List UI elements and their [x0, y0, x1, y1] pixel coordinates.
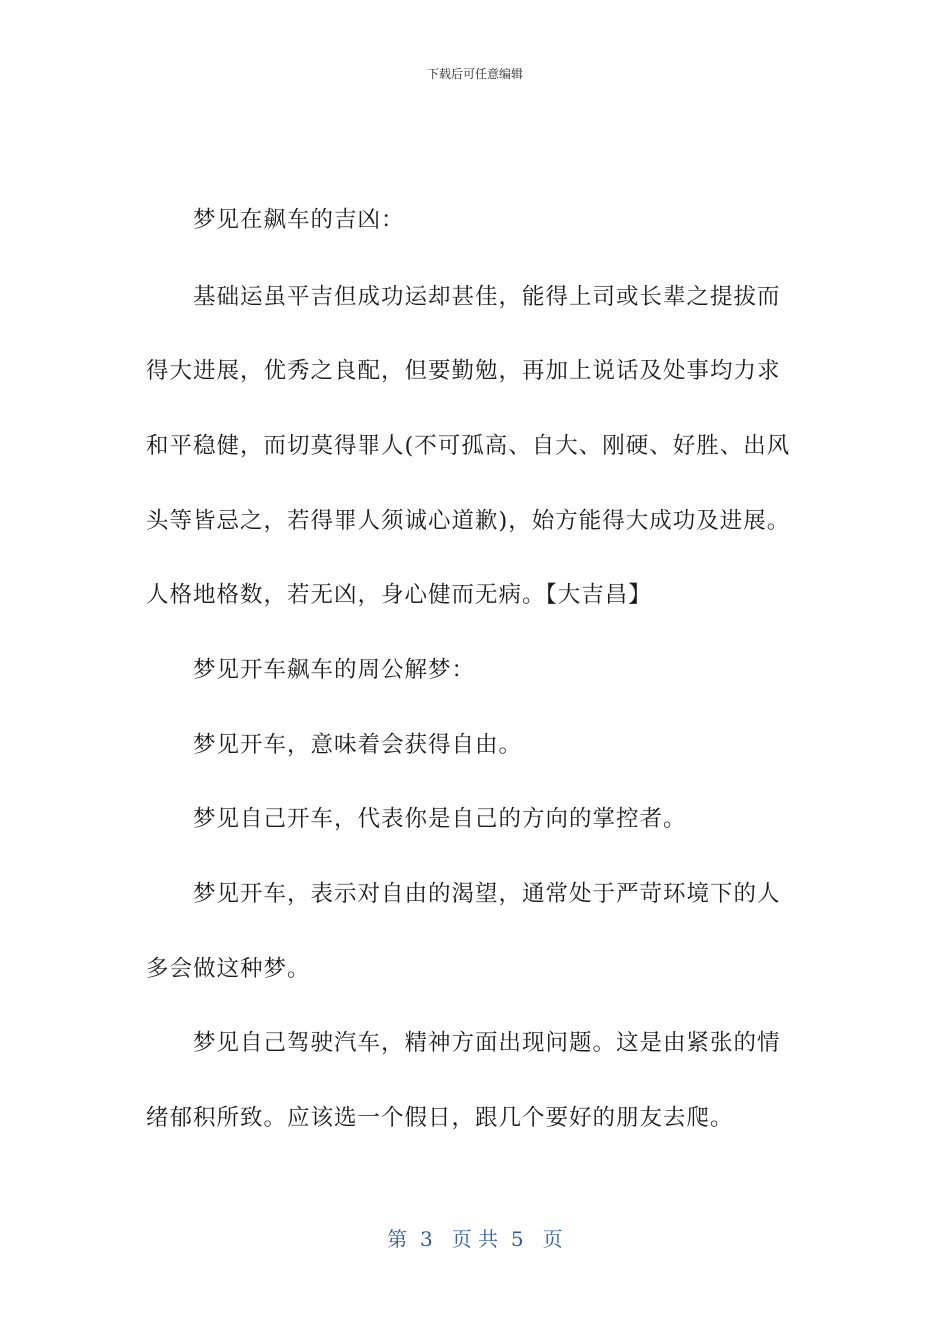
paragraph-line: 梦见自己驾驶汽车，精神方面出现问题。这是由紧张的情 — [193, 1030, 781, 1056]
paragraph-line: 绪郁积所致。应该选一个假日，跟几个要好的朋友去爬。 — [146, 1105, 734, 1131]
section-heading-dream-racing: 梦见在飙车的吉凶： — [193, 207, 405, 233]
paragraph-line: 人格地格数，若无凶，身心健而无病。【大吉昌】 — [146, 582, 652, 608]
paragraph-line: 多会做这种梦。 — [146, 956, 311, 982]
section-heading-dream-driving: 梦见开车飙车的周公解梦： — [193, 657, 476, 683]
page-number-footer: 第 3 页 共 5 页 — [387, 1227, 563, 1251]
paragraph-line: 头等皆忌之，若得罪人须诚心道歉)，始方能得大成功及进展。 — [146, 508, 791, 534]
paragraph-line: 和平稳健，而切莫得罪人(不可孤高、自大、刚硬、好胜、出风 — [146, 433, 791, 459]
paragraph-line: 梦见开车，表示对自由的渴望，通常处于严苛环境下的人 — [193, 881, 781, 907]
page-header: 下载后可任意编辑 — [426, 67, 523, 81]
paragraph-line: 梦见开车，意味着会获得自由。 — [193, 732, 523, 758]
paragraph-line: 基础运虽平吉但成功运却甚佳，能得上司或长辈之提拔而 — [193, 284, 781, 310]
paragraph-line: 梦见自己开车，代表你是自己的方向的掌控者。 — [193, 806, 687, 832]
paragraph-line: 得大进展，优秀之良配，但要勤勉，再加上说话及处事均力求 — [146, 358, 781, 384]
